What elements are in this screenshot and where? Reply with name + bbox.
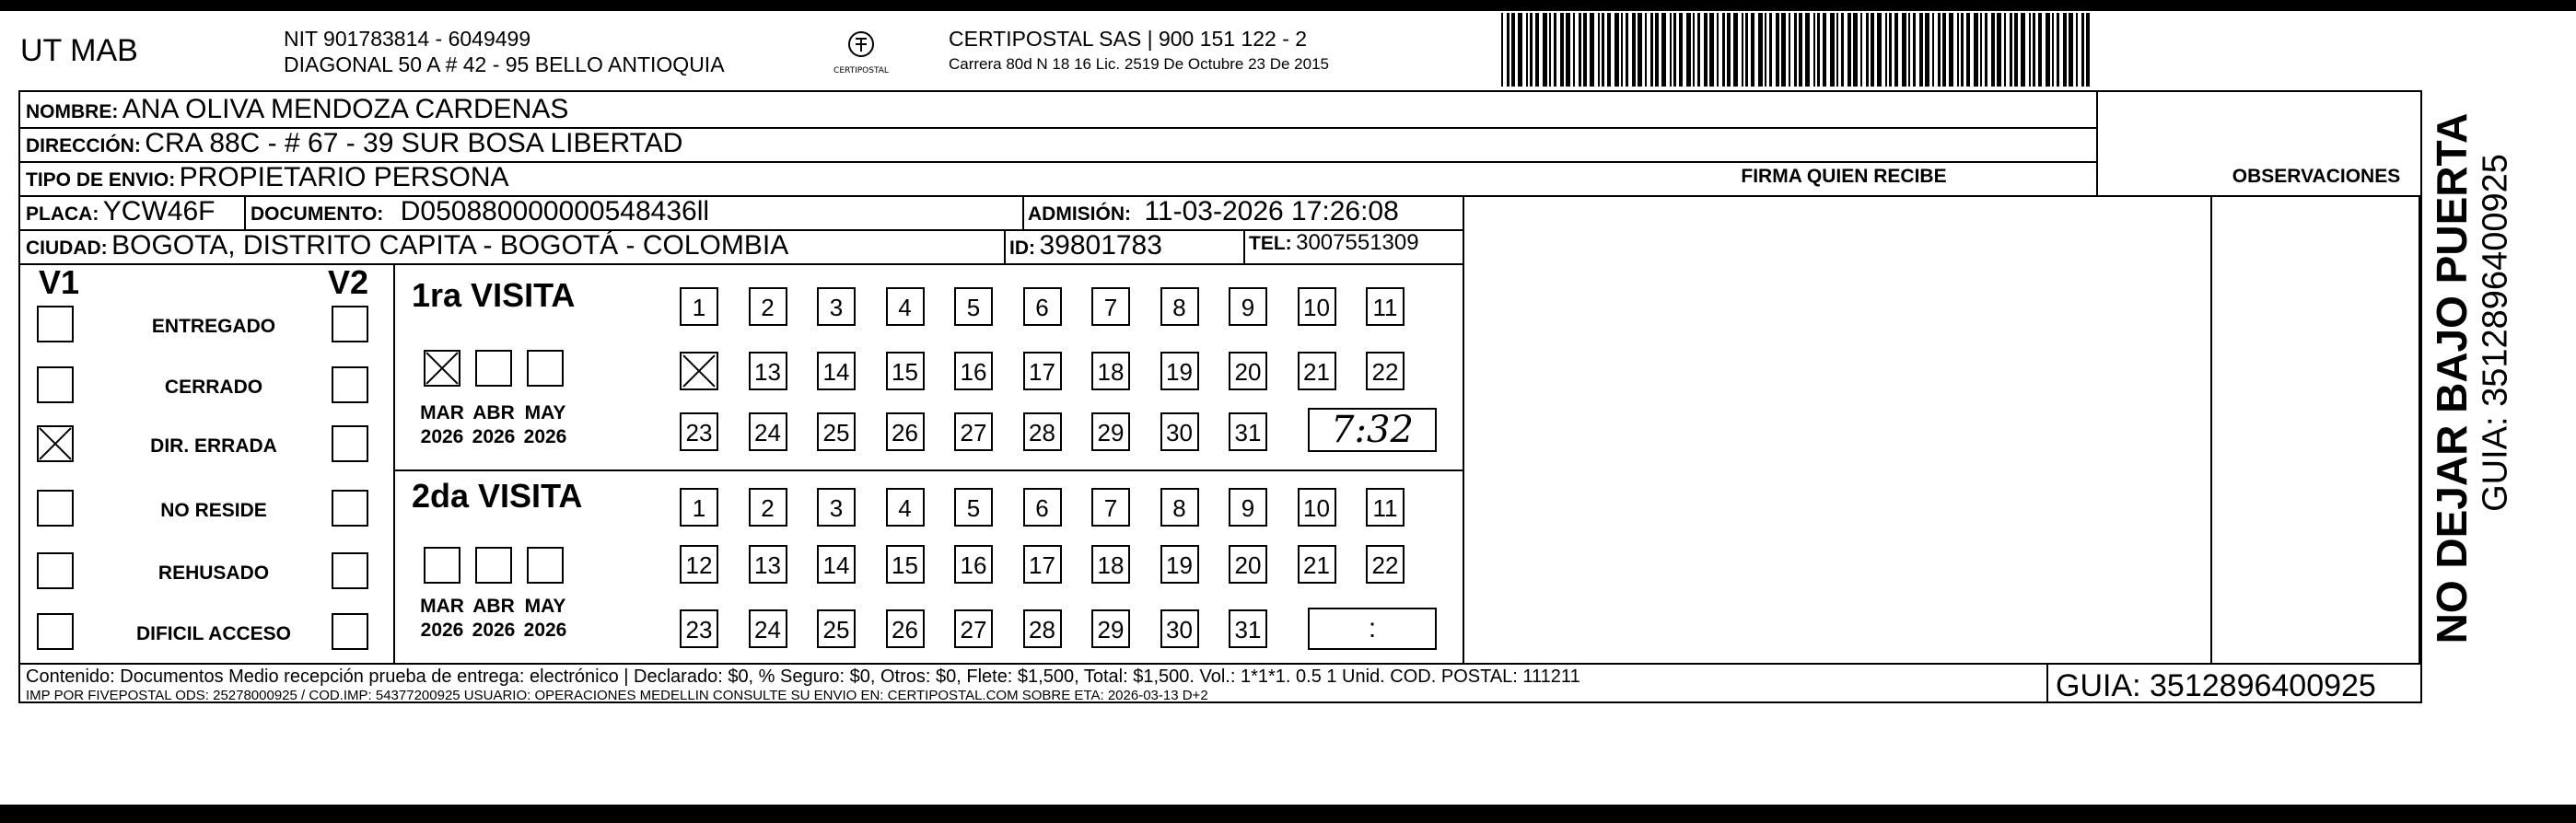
visit2-day-box[interactable]: 9: [1229, 488, 1267, 527]
barcode-bar: [1655, 13, 1659, 87]
barcode-bar: [2038, 13, 2042, 87]
divider: [1463, 195, 1464, 663]
barcode-bar: [1602, 13, 1604, 87]
certipostal-nit: CERTIPOSTAL SAS | 900 151 122 - 2: [949, 27, 1308, 51]
id-row: [1009, 230, 1162, 261]
side-labels: [2422, 112, 2515, 672]
visit2-day-box[interactable]: 10: [1298, 488, 1336, 527]
visit2-day-box[interactable]: 22: [1366, 545, 1405, 584]
visit1-day-box[interactable]: 27: [954, 412, 993, 451]
barcode-bar: [1607, 13, 1611, 87]
barcode-bar: [1560, 13, 1564, 87]
divider: [1022, 195, 1024, 229]
bottom-border: [0, 805, 2576, 823]
admision-row: [1028, 196, 1399, 227]
visit2-day-box[interactable]: 7: [1091, 488, 1130, 527]
visit1-year-label: 2026: [420, 426, 464, 447]
status-option-label: ENTREGADO: [151, 316, 276, 337]
tipo-row: [26, 162, 509, 193]
nombre-row: [26, 94, 568, 125]
barcode-bar: [1853, 13, 1858, 87]
divider: [2046, 663, 2048, 703]
tipo-label: TIPO DE ENVIO:: [26, 169, 176, 191]
visit2-day-box[interactable]: 2: [749, 488, 787, 527]
ciudad-label: CIUDAD:: [26, 238, 108, 259]
nombre-label: NOMBRE:: [26, 101, 119, 122]
documento-row: [251, 196, 709, 227]
visit2-month-label: MAY: [524, 596, 566, 617]
barcode-bar: [1518, 13, 1522, 87]
v1-checkbox[interactable]: [37, 490, 74, 527]
barcode-bar: [1925, 13, 1929, 87]
visit1-day-box[interactable]: 30: [1160, 412, 1199, 451]
divider: [20, 263, 1464, 265]
barcode-bar: [1949, 13, 1953, 87]
v2-checkbox[interactable]: [332, 366, 368, 403]
visit1-day-box[interactable]: 28: [1023, 412, 1062, 451]
visit1-day-box[interactable]: 5: [954, 287, 993, 326]
barcode-bar: [1991, 13, 1995, 87]
visit1-day-box[interactable]: 7: [1091, 287, 1130, 326]
divider: [2419, 195, 2420, 663]
visit1-month-label: ABR: [472, 402, 515, 423]
visit2-day-box[interactable]: 3: [817, 488, 856, 527]
barcode-bar: [1966, 13, 1970, 87]
barcode-bar: [1717, 13, 1719, 87]
visit2-day-box[interactable]: 15: [886, 545, 925, 584]
visit1-day-box[interactable]: 24: [749, 412, 787, 451]
visit1-day-box[interactable]: 2: [749, 287, 787, 326]
v1-checkbox[interactable]: [37, 366, 74, 403]
tel-value: 3007551309: [1296, 230, 1419, 255]
visit1-day-box[interactable]: 20: [1229, 352, 1267, 390]
visit2-time[interactable]: :: [1308, 608, 1437, 650]
visit1-day-box[interactable]: 10: [1298, 287, 1336, 326]
tipo-value: PROPIETARIO PERSONA: [179, 162, 509, 192]
barcode-bar: [1938, 13, 1941, 87]
visit1-month-label: MAR: [420, 402, 464, 423]
id-value: 39801783: [1039, 230, 1162, 261]
divider: [1004, 229, 1006, 263]
status-option-label: NO RESIDE: [160, 500, 267, 521]
barcode-bar: [1902, 13, 1906, 87]
divider: [1243, 229, 1245, 263]
barcode-bar: [2014, 13, 2018, 87]
barcode-bar: [1889, 13, 1892, 87]
visit1-year-label: 2026: [523, 426, 567, 447]
visit1-day-box[interactable]: 14: [817, 352, 856, 390]
divider: [20, 663, 2420, 665]
barcode-bar: [2021, 13, 2025, 87]
divider: [393, 263, 395, 663]
top-border: [0, 0, 2576, 11]
barcode-bar: [1908, 13, 1910, 87]
barcode-bar: [1704, 13, 1708, 87]
barcode-bar: [2052, 13, 2054, 87]
placa-row: [26, 196, 215, 227]
barcode-bar: [2063, 13, 2067, 87]
barcode-bar: [1501, 13, 1503, 87]
barcode-bar: [1742, 13, 1743, 87]
visit1-day-box[interactable]: 16: [954, 352, 993, 390]
barcode-bar: [1817, 13, 1820, 87]
v2-checkbox[interactable]: [332, 552, 368, 589]
visit2-day-box[interactable]: 19: [1160, 545, 1199, 584]
barcode-bar: [1733, 13, 1738, 87]
visit1-day-box[interactable]: 3: [817, 287, 856, 326]
direccion-value: CRA 88C - # 67 - 39 SUR BOSA LIBERTAD: [145, 128, 683, 158]
barcode-bar: [1661, 13, 1666, 87]
v2-label: V2: [328, 263, 369, 301]
visit1-day-box[interactable]: 19: [1160, 352, 1199, 390]
barcode-bar: [1621, 13, 1623, 87]
barcode-bar: [1590, 13, 1594, 87]
barcode-bar: [1573, 13, 1575, 87]
footer-line1: Contenido: Documentos Medio recepción prueba de entrega: electrónico | Declarado: $0, % Seguro: $0, Otros: $0, Flete: $1,500, Total: $1,500. Vol.: 1*1*1. 0.5 1 Unid. COD. POSTAL: 111211: [26, 667, 1580, 687]
barcode-bar: [1526, 13, 1528, 87]
barcode-bar: [1549, 13, 1551, 87]
visit1-title: 1ra VISITA: [412, 276, 576, 314]
barcode-bar: [1535, 13, 1539, 87]
visit1-day-box[interactable]: 25: [817, 412, 856, 451]
admision-label: ADMISIÓN:: [1028, 203, 1131, 225]
footer-line2: IMP POR FIVEPOSTAL ODS: 25278000925 / COD.IMP: 54377200925 USUARIO: OPERACIONES MEDELLIN CONSULTE SU ENVIO EN: CERTIPOSTAL.COM SOBRE ETA: 2026-03-13 D+2: [26, 688, 1208, 703]
documento-label: DOCUMENTO:: [251, 203, 384, 225]
barcode-bar: [1813, 13, 1815, 87]
v2-checkbox[interactable]: [332, 306, 368, 342]
documento-value: D050880000000548436ll: [400, 196, 710, 226]
firma-label: FIRMA QUIEN RECIBE: [1741, 166, 1947, 187]
barcode-bar: [1511, 13, 1515, 87]
ciudad-value: BOGOTA, DISTRITO CAPITA - BOGOTÁ - COLOMBIA: [111, 230, 789, 261]
barcode-bar: [1942, 13, 1946, 87]
visit2-day-box[interactable]: 21: [1298, 545, 1336, 584]
footer-guia: GUIA: 3512896400925: [2056, 668, 2376, 703]
barcode-bar: [1722, 13, 1725, 87]
barcode-bar: [1638, 13, 1642, 87]
barcode-bar: [1894, 13, 1898, 87]
direccion-row: [26, 128, 682, 159]
tel-row: [1249, 230, 1419, 256]
form-frame: [18, 90, 2422, 703]
barcode-bar: [1860, 13, 1862, 87]
barcode-bar: [1745, 13, 1748, 87]
visit2-day-box[interactable]: 31: [1229, 609, 1267, 648]
barcode-bar: [1799, 13, 1802, 87]
visit1-day-box[interactable]: 13: [749, 352, 787, 390]
barcode-bar: [1583, 13, 1587, 87]
warning-text: NO DEJAR BAJO PUERTA: [2428, 112, 2476, 644]
barcode-bar: [1645, 13, 1647, 87]
visit2-day-box[interactable]: 23: [680, 609, 718, 648]
id-label: ID:: [1009, 238, 1035, 259]
barcode-bar: [1554, 13, 1556, 87]
barcode-bar: [1961, 13, 1964, 87]
barcode-bar: [1626, 13, 1628, 87]
company-info: [284, 26, 725, 77]
barcode-bar: [1632, 13, 1636, 87]
barcode-bar: [1543, 13, 1547, 87]
address-text: DIAGONAL 50 A # 42 - 95 BELLO ANTIOQUIA: [284, 52, 725, 76]
visit2-month-label: ABR: [472, 596, 515, 617]
barcode-bar: [1877, 13, 1882, 87]
visit2-year-label: 2026: [420, 620, 464, 641]
barcode-bar: [1765, 13, 1766, 87]
visit2-month-label: MAR: [420, 596, 464, 617]
v1-checkbox[interactable]: [37, 552, 74, 589]
visit2-day-box[interactable]: 17: [1023, 545, 1062, 584]
barcode-bar: [1566, 13, 1570, 87]
barcode-bar: [1919, 13, 1923, 87]
barcode-bar: [2057, 13, 2059, 87]
visit2-day-box[interactable]: 29: [1091, 609, 1130, 648]
v2-checkbox[interactable]: [332, 613, 368, 650]
visit2-day-box[interactable]: 13: [749, 545, 787, 584]
certipostal-info: [949, 26, 1329, 77]
barcode-bar: [1579, 13, 1581, 87]
visit2-day-box[interactable]: 14: [817, 545, 856, 584]
visit2-day-box[interactable]: 24: [749, 609, 787, 648]
barcode-bar: [2046, 13, 2050, 87]
visit2-day-box[interactable]: 18: [1091, 545, 1130, 584]
barcode-bar: [1871, 13, 1874, 87]
visit2-day-box[interactable]: 25: [817, 609, 856, 648]
barcode-bar: [2004, 13, 2006, 87]
status-option-label: DIR. ERRADA: [150, 435, 277, 457]
barcode-bar: [1751, 13, 1754, 87]
barcode-bar: [1823, 13, 1826, 87]
visit1-day-box[interactable]: 22: [1366, 352, 1405, 390]
visit2-day-box[interactable]: 16: [954, 545, 993, 584]
visit2-day-box[interactable]: 28: [1023, 609, 1062, 648]
barcode-bar: [1974, 13, 1978, 87]
visit2-month-checkbox[interactable]: [424, 547, 460, 584]
barcode-bar: [1530, 13, 1533, 87]
visit1-day-box[interactable]: 1: [680, 287, 718, 326]
visit2-day-box[interactable]: 30: [1160, 609, 1199, 648]
v2-checkbox[interactable]: [332, 425, 368, 462]
visit1-day-box[interactable]: 29: [1091, 412, 1130, 451]
barcode-bar: [1614, 13, 1619, 87]
barcode-bar: [1866, 13, 1869, 87]
barcode-bar: [1727, 13, 1731, 87]
nit-text: NIT 901783814 - 6049499: [284, 27, 531, 51]
observaciones-header: [2214, 166, 2419, 188]
barcode: [1501, 13, 2100, 87]
visit2-month-checkbox[interactable]: [527, 547, 564, 584]
barcode-bar: [1980, 13, 1982, 87]
visit1-day-box[interactable]: 8: [1160, 287, 1199, 326]
v1-checkbox[interactable]: [37, 425, 74, 462]
barcode-bar: [1885, 13, 1887, 87]
visit1-time[interactable]: 7:32: [1308, 408, 1437, 452]
divider: [244, 195, 246, 229]
barcode-bar: [1697, 13, 1700, 87]
nombre-value: ANA OLIVA MENDOZA CARDENAS: [122, 94, 569, 124]
barcode-bar: [2069, 13, 2073, 87]
status-option-label: REHUSADO: [157, 562, 270, 584]
visit1-day-box[interactable]: 15: [886, 352, 925, 390]
side-guia: GUIA: 3512896400925: [2476, 154, 2515, 512]
barcode-bar: [1997, 13, 2001, 87]
v2-checkbox[interactable]: [332, 490, 368, 527]
barcode-bar: [1830, 13, 1835, 87]
visit2-day-box[interactable]: 1: [680, 488, 718, 527]
barcode-bar: [2033, 13, 2035, 87]
visit1-day-box[interactable]: 31: [1229, 412, 1267, 451]
visit1-day-box[interactable]: 17: [1023, 352, 1062, 390]
v1-checkbox[interactable]: [37, 613, 74, 650]
barcode-bar: [1670, 13, 1672, 87]
license-text: Carrera 80d N 18 16 Lic. 2519 De Octubre 23 De 2015: [949, 55, 1329, 73]
visit1-day-box[interactable]: 9: [1229, 287, 1267, 326]
visit1-month-checkbox[interactable]: [527, 350, 564, 387]
direccion-label: DIRECCIÓN:: [26, 135, 141, 156]
status-option-label: CERRADO: [164, 377, 263, 398]
status-option-label: DIFICIL ACCESO: [135, 623, 291, 644]
visit2-month-checkbox[interactable]: [475, 547, 512, 584]
barcode-bar: [1758, 13, 1763, 87]
visit2-day-box[interactable]: 27: [954, 609, 993, 648]
ciudad-row: [26, 230, 788, 261]
barcode-bar: [1957, 13, 1959, 87]
barcode-bar: [1679, 13, 1683, 87]
visit2-title: 2da VISITA: [412, 477, 583, 515]
visit1-month-label: MAY: [524, 402, 566, 423]
visit2-day-box[interactable]: 6: [1023, 488, 1062, 527]
barcode-bar: [1598, 13, 1600, 87]
placa-value: YCW46F: [102, 196, 216, 226]
barcode-bar: [2081, 13, 2084, 87]
certipostal-logo: [829, 26, 893, 77]
logo-text: CERTIPOSTAL: [833, 66, 889, 75]
firma-header: [1503, 166, 2185, 188]
barcode-bar: [1709, 13, 1714, 87]
visit1-day-box[interactable]: 23: [680, 412, 718, 451]
divider: [393, 469, 1464, 471]
visit1-year-label: 2026: [472, 426, 516, 447]
company-name: UT MAB: [20, 33, 138, 68]
barcode-bar: [1673, 13, 1676, 87]
barcode-bar: [1913, 13, 1916, 87]
visit2-day-box[interactable]: 20: [1229, 545, 1267, 584]
barcode-bar: [1776, 13, 1779, 87]
divider: [2210, 195, 2212, 663]
visit1-day-box[interactable]: 4: [886, 287, 925, 326]
visit2-year-label: 2026: [472, 620, 516, 641]
visit1-day-box[interactable]: [680, 352, 718, 390]
barcode-bar: [1932, 13, 1934, 87]
visit1-day-box[interactable]: 26: [886, 412, 925, 451]
barcode-bar: [1686, 13, 1691, 87]
v1-checkbox[interactable]: [37, 306, 74, 342]
barcode-bar: [1836, 13, 1838, 87]
visit2-day-box[interactable]: 5: [954, 488, 993, 527]
barcode-bar: [1847, 13, 1851, 87]
visit2-day-box[interactable]: 8: [1160, 488, 1199, 527]
visit2-day-box[interactable]: 12: [680, 545, 718, 584]
visit1-month-checkbox[interactable]: [475, 350, 512, 387]
visit1-day-box[interactable]: 21: [1298, 352, 1336, 390]
barcode-bar: [1985, 13, 1987, 87]
visit1-day-box[interactable]: 6: [1023, 287, 1062, 326]
barcode-bar: [1650, 13, 1653, 87]
barcode-bar: [1769, 13, 1772, 87]
barcode-bar: [2029, 13, 2031, 87]
visit2-day-box[interactable]: 4: [886, 488, 925, 527]
barcode-bar: [1693, 13, 1695, 87]
visit2-day-box[interactable]: 11: [1366, 488, 1405, 527]
barcode-bar: [1841, 13, 1844, 87]
admision-value: 11-03-2026 17:26:08: [1144, 196, 1399, 226]
barcode-bar: [2076, 13, 2078, 87]
tel-label: TEL:: [1249, 233, 1292, 254]
observaciones-label: OBSERVACIONES: [2232, 166, 2401, 187]
visit1-month-checkbox[interactable]: [424, 350, 460, 387]
barcode-bar: [1781, 13, 1786, 87]
barcode-bar: [1794, 13, 1797, 87]
barcode-bar: [1507, 13, 1509, 87]
barcode-bar: [2086, 13, 2090, 87]
barcode-bar: [1789, 13, 1790, 87]
visit2-year-label: 2026: [523, 620, 567, 641]
barcode-bar: [2010, 13, 2012, 87]
v1-label: V1: [39, 263, 80, 301]
barcode-bar: [1805, 13, 1810, 87]
visit2-day-box[interactable]: 26: [886, 609, 925, 648]
placa-label: PLACA:: [26, 203, 99, 225]
visit1-day-box[interactable]: 18: [1091, 352, 1130, 390]
visit1-day-box[interactable]: 11: [1366, 287, 1405, 326]
